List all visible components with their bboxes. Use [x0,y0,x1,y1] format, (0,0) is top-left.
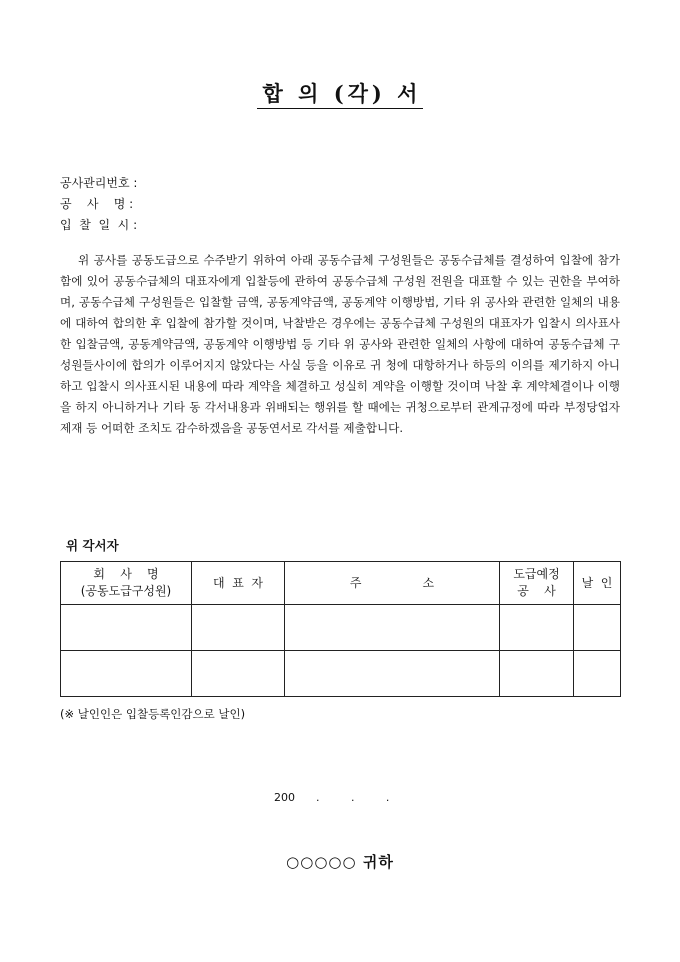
cell-company-name [61,605,192,651]
cell-company-name [61,651,192,697]
document-title: 합 의 (각) 서 [257,81,424,109]
table-row [61,605,621,651]
cell-representative [192,651,285,697]
header-representative: 대 표 자 [192,562,285,605]
agreement-body: 위 공사를 공동도급으로 수주받기 위하여 아래 공동수급체 구성원들은 공동수급체를 결성하여 입찰에 참가함에 있어 공동수급체의 대표자에게 입찰등에 관하여 공동수급체 구성원 전원을 대표할 수 있는 권한을 부여하며, 공동수급체 구성원들은 입찰할 금액, 공동계약금액, 공동계약 이행방법, 기타 위 공사와 관련한 일체의 내용에 대하여 합의한 후 입찰에 참가할 것이며, 낙찰받은 경우에는 공동수급체 구성원의 대표자가 입찰시 의사표사한 입찰금액, 공동계약금액, 공동계약 이행방법 등 기타 위 공사와 관련한 일체의 사항에 대하여 공동수급체 구성원들사이에 합의가 이루어지지 않았다는 사실 등을 이유로 귀 청에 대항하거나 하등의 이의를 제기하지 아니하고 입찰시 의사표시된 내용에 따라 계약을 체결하고 성실히 계약을 이행할 것이며 낙찰 후 계약체결이나 이행을 하지 아니하거나 기타 동 각서내용과 위배되는 행위를 할 때에는 귀청으로부터 관계규정에 따라 부정당업자 제재 등 어떠한 조치도 감수하겠음을 공동연서로 각서를 제출합니다. [60,253,620,435]
cell-address [285,605,500,651]
cell-planned-work [500,605,574,651]
header-planned-work: 도급예정 공 사 [500,562,574,605]
signatories-table [60,561,621,697]
field-project-number: 공사관리번호 : [60,176,138,190]
header-address: 주 소 [285,562,500,605]
signatories-title: 위 각서자 [66,538,119,553]
cell-planned-work [500,651,574,697]
cell-seal [574,651,621,697]
table-row [61,651,621,697]
seal-note: (※ 날인인은 입찰등록인감으로 날인) [60,707,246,721]
header-fields [60,173,137,236]
cell-address [285,651,500,697]
addressee: ○○○○○ 귀하 [286,853,394,871]
header-company-name: 회 사 명 (공동도급구성원) [61,562,192,605]
cell-representative [192,605,285,651]
field-bid-datetime: 입 찰 일 시 : [60,218,138,232]
header-seal: 날 인 [574,562,621,605]
cell-seal [574,605,621,651]
table-header-row [61,562,621,605]
field-project-name: 공 사 명 : [60,197,134,211]
document-title-wrap [0,78,680,108]
date-line: 200 . . . [274,791,390,804]
